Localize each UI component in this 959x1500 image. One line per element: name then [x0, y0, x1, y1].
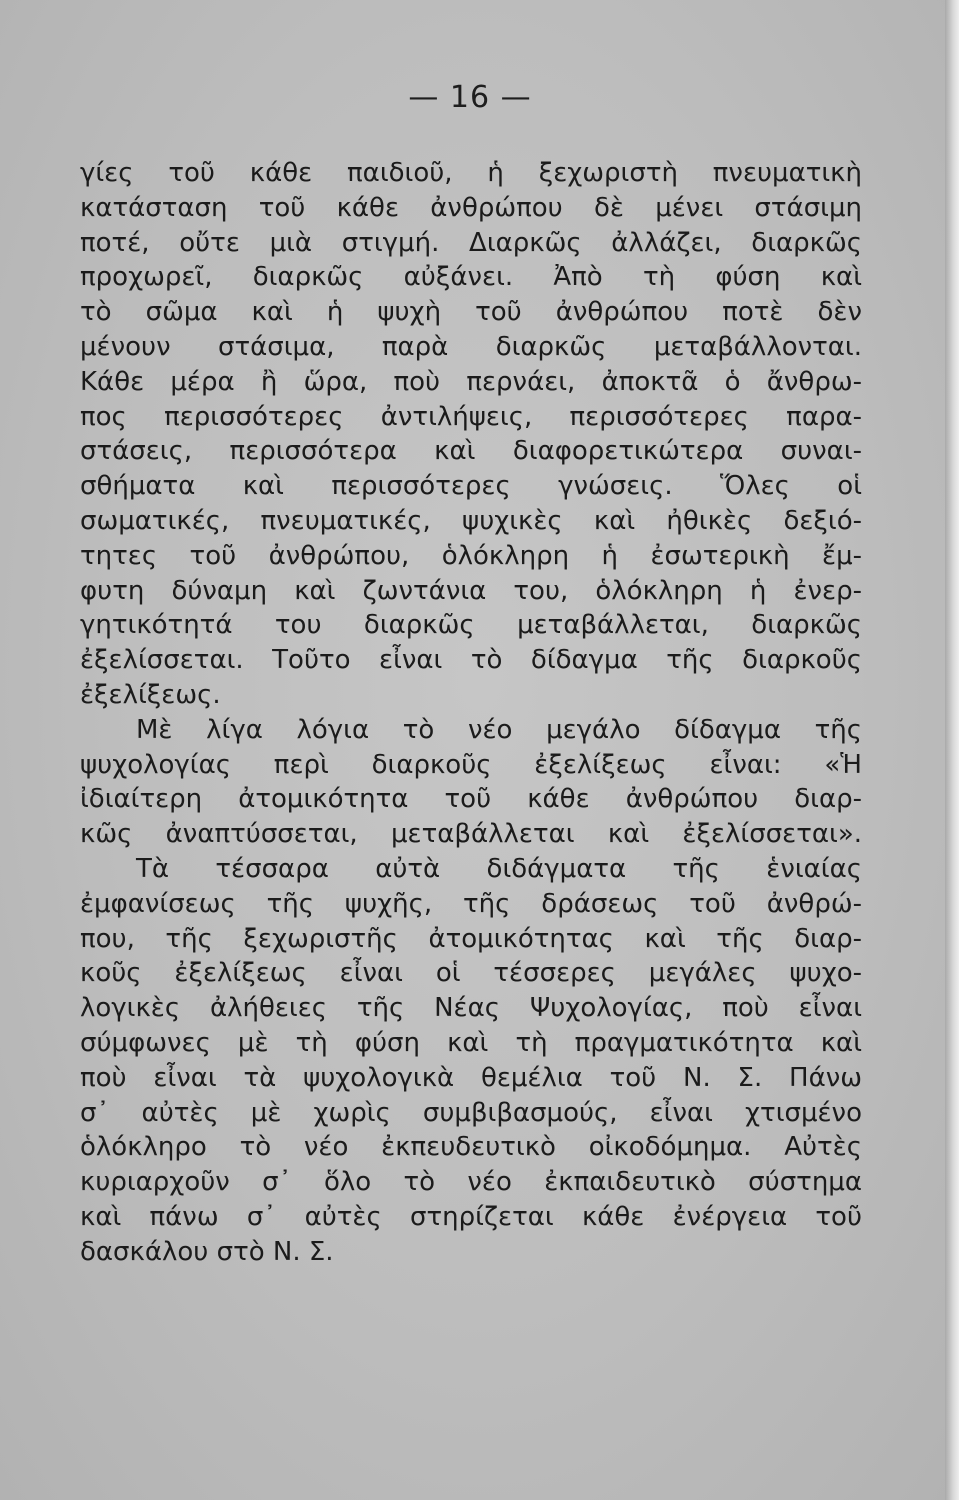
text-line: κοῦς ἐξελίξεως εἶναι οἱ τέσσερες μεγάλες ψυχο-	[80, 958, 862, 989]
text-line: πος περισσότερες ἀντιλήψεις, περισσότερες παρα-	[80, 401, 862, 432]
text-line: ἐμφανίσεως τῆς ψυχῆς, τῆς δράσεως τοῦ ἀνθρώ-	[80, 888, 862, 919]
text-line: καὶ πάνω σ᾿ αὐτὲς στηρίζεται κάθε ἐνέργεια τοῦ	[80, 1201, 862, 1232]
text-line: ψυχολογίας περὶ διαρκοῦς ἐξελίξεως εἶναι: «Ἡ	[80, 749, 862, 780]
text-line: ποτέ, οὔτε μιὰ στιγμή. Διαρκῶς ἀλλάζει, διαρκῶς	[80, 227, 862, 258]
text-line: που, τῆς ξεχωριστῆς ἀτομικότητας καὶ τῆς διαρ-	[80, 923, 862, 954]
text-line: φυτη δύναμη καὶ ζωντάνια του, ὁλόκληρη ἡ ἐνερ-	[80, 575, 862, 606]
text-line: Μὲ λίγα λόγια τὸ νέο μεγάλο δίδαγμα τῆς	[136, 714, 862, 745]
text-line: λογικὲς ἀλήθειες τῆς Νέας Ψυχολογίας, ποὺ εἶναι	[80, 993, 862, 1024]
text-line: ἐξελίξεως.	[80, 679, 221, 710]
text-line: προχωρεῖ, διαρκῶς αὐξάνει. Ἀπὸ τὴ φύση καὶ	[80, 262, 862, 293]
text-line: σθήματα καὶ περισσότερες γνώσεις. Ὅλες οἱ	[80, 471, 862, 502]
text-line: Κάθε μέρα ἢ ὥρα, ποὺ περνάει, ἀποκτᾶ ὁ ἄνθρω-	[80, 366, 862, 397]
text-line: τὸ σῶμα καὶ ἡ ψυχὴ τοῦ ἀνθρώπου ποτὲ δὲν	[80, 297, 862, 328]
text-line: ἰδιαίτερη ἀτομικότητα τοῦ κάθε ἀνθρώπου διαρ-	[80, 784, 862, 815]
text-line: στάσεις, περισσότερα καὶ διαφορετικώτερα συναι-	[80, 436, 862, 467]
text-line: μένουν στάσιμα, παρὰ διαρκῶς μεταβάλλονται.	[80, 331, 862, 362]
text-line: σωματικές, πνευματικές, ψυχικὲς καὶ ἠθικὲς δεξιό-	[80, 505, 862, 536]
page-edge	[945, 0, 959, 1500]
page-number: — 16 —	[408, 80, 532, 115]
text-line: ὁλόκληρο τὸ νέο ἐκπευδευτικὸ οἰκοδόμημα. Αὐτὲς	[80, 1132, 862, 1163]
text-line: κῶς ἀναπτύσσεται, μεταβάλλεται καὶ ἐξελίσσεται».	[80, 819, 862, 850]
text-line: σύμφωνες μὲ τὴ φύση καὶ τὴ πραγματικότητα καὶ	[80, 1027, 862, 1058]
text-line: κυριαρχοῦν σ᾿ ὅλο τὸ νέο ἐκπαιδευτικὸ σύστημα	[80, 1167, 862, 1198]
text-line: ποὺ εἶναι τὰ ψυχολογικὰ θεμέλια τοῦ Ν. Σ. Πάνω	[80, 1062, 862, 1093]
text-line: γητικότητά του διαρκῶς μεταβάλλεται, διαρκῶς	[80, 610, 862, 641]
text-line: ἐξελίσσεται. Τοῦτο εἶναι τὸ δίδαγμα τῆς διαρκοῦς	[80, 645, 862, 676]
text-line: Τὰ τέσσαρα αὐτὰ διδάγματα τῆς ἑνιαίας	[136, 853, 862, 884]
text-line: σ᾿ αὐτὲς μὲ χωρὶς συμβιβασμούς, εἶναι χτισμένο	[80, 1097, 862, 1128]
text-line: κατάσταση τοῦ κάθε ἀνθρώπου δὲ μένει στάσιμη	[80, 192, 862, 223]
text-line: γίες τοῦ κάθε παιδιοῦ, ἡ ξεχωριστὴ πνευματικὴ	[80, 158, 862, 188]
text-line: δασκάλου στὸ Ν. Σ.	[80, 1236, 334, 1267]
body-text	[80, 156, 862, 1270]
text-line: τητες τοῦ ἀνθρώπου, ὁλόκληρη ἡ ἐσωτερικὴ ἔμ-	[80, 540, 862, 571]
